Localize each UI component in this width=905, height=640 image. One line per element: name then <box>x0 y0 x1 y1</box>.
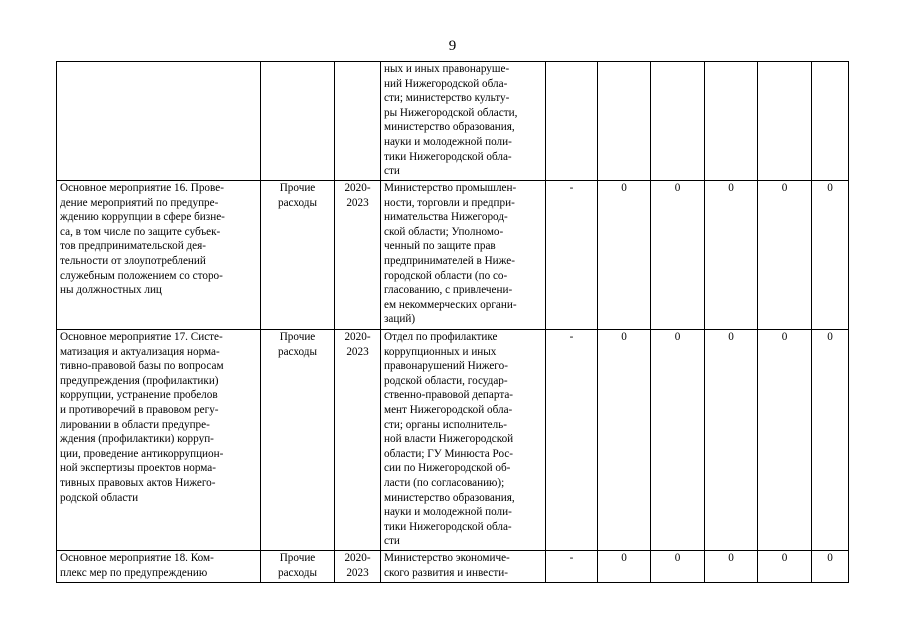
cell-text-line: ственно-правовой департа- <box>384 389 514 402</box>
funding-value-cell: 0 <box>705 181 758 330</box>
executors-cell <box>381 551 546 583</box>
cell-text-line: мент Нижегородской обла- <box>384 403 513 416</box>
funding-value-cell: 0 <box>598 330 651 551</box>
cell-text-line: 2023 <box>346 566 369 579</box>
cell-text-line: расходы <box>277 345 318 358</box>
page-number: 9 <box>448 38 457 54</box>
cell-text-line: тов предпринимательской дея- <box>60 240 207 253</box>
cell-text-line: ной власти Нижегородской <box>384 433 514 446</box>
cell-text-line: гласованию, с привлечени- <box>384 284 513 297</box>
executors-cell <box>381 181 546 330</box>
cell-text-line: коррупционных и иных <box>384 345 497 358</box>
cell-text-line: Отдел по профилактике <box>384 331 498 343</box>
period-cell <box>335 330 381 551</box>
funding-value-cell <box>651 62 705 181</box>
cell-text-line: правонарушений Нижего- <box>384 360 508 373</box>
cell-text-line: тики Нижегородской обла- <box>384 150 512 163</box>
activity-name-cell <box>57 62 261 181</box>
funding-value-cell: 0 <box>758 181 812 330</box>
cell-text-line: Основное мероприятие 18. Ком- <box>60 552 214 564</box>
cell-text-line: ждения (профилактики) корруп- <box>60 433 214 446</box>
cell-text-line: министерство образования, <box>384 491 515 504</box>
cell-text-line: предпринимателей в Ниже- <box>384 254 515 267</box>
funding-value-cell <box>758 62 812 181</box>
expense-type-cell <box>261 62 335 181</box>
cell-text-line: сти <box>384 535 400 548</box>
cell-text-line: городской области (по со- <box>384 269 508 282</box>
funding-value-cell: 0 <box>651 330 705 551</box>
funding-value-cell: - <box>546 551 598 583</box>
funding-value-cell: - <box>546 181 598 330</box>
cell-text-line: коррупции, устранение пробелов <box>60 389 218 402</box>
activity-name-cell <box>57 330 261 551</box>
cell-text-line: науки и молодежной поли- <box>384 135 512 148</box>
program-activities-table <box>56 61 849 583</box>
cell-text-line: ных и иных правонаруше- <box>384 63 510 75</box>
funding-value-cell: 0 <box>705 551 758 583</box>
activity-name-cell <box>57 181 261 330</box>
cell-text-line: 2023 <box>346 345 369 358</box>
cell-text-line: 2020- <box>344 182 371 194</box>
cell-text-line: лировании в области предупре- <box>60 418 210 431</box>
cell-text-line: расходы <box>277 196 318 209</box>
cell-text-line: сти; министерство культу- <box>384 92 510 105</box>
cell-text-line: ченный по защите прав <box>384 240 496 253</box>
cell-text-line: ской области; Уполномо- <box>384 225 504 238</box>
cell-text-line: 2020- <box>344 331 371 343</box>
cell-text-line: тивных правовых актов Нижего- <box>60 476 216 489</box>
cell-text-line: родской области <box>60 491 139 504</box>
cell-text-line: ны должностных лиц <box>60 284 162 297</box>
cell-text-line: ности, торговли и предпри- <box>384 196 515 209</box>
cell-text-line: ний Нижегородской обла- <box>384 77 508 90</box>
funding-value-cell <box>812 62 849 181</box>
cell-text-line: ной экспертизы проектов норма- <box>60 462 216 475</box>
cell-text-line: Основное мероприятие 17. Систе- <box>60 331 223 343</box>
cell-text-line: и противоречий в правовом регу- <box>60 403 219 416</box>
table-row <box>57 181 849 330</box>
expense-type-cell <box>261 330 335 551</box>
funding-value-cell: 0 <box>705 330 758 551</box>
cell-text-line: области; ГУ Минюста Рос- <box>384 447 514 460</box>
funding-value-cell: 0 <box>812 330 849 551</box>
cell-text-line: ры Нижегородской области, <box>384 106 518 119</box>
funding-value-cell <box>598 62 651 181</box>
funding-value-cell: 0 <box>758 551 812 583</box>
cell-text-line: министерство образования, <box>384 121 515 134</box>
period-cell <box>335 551 381 583</box>
funding-value-cell: - <box>546 330 598 551</box>
funding-value-cell: 0 <box>812 551 849 583</box>
cell-text-line: ского развития и инвести- <box>384 566 508 579</box>
cell-text-line: 2020- <box>344 552 371 564</box>
table-row <box>57 330 849 551</box>
cell-text-line: сти; органы исполнитель- <box>384 418 507 431</box>
cell-text-line: тивно-правовой базы по вопросам <box>60 360 224 373</box>
cell-text-line: расходы <box>277 566 318 579</box>
table-body <box>57 62 849 583</box>
cell-text-line: нимательства Нижегород- <box>384 211 508 224</box>
table-row <box>57 551 849 583</box>
funding-value-cell: 0 <box>812 181 849 330</box>
cell-text-line: Прочие <box>279 331 316 343</box>
cell-text-line: Прочие <box>279 552 316 564</box>
funding-value-cell <box>546 62 598 181</box>
period-cell <box>335 181 381 330</box>
period-cell <box>335 62 381 181</box>
cell-text-line: родской области, государ- <box>384 374 508 387</box>
funding-value-cell <box>705 62 758 181</box>
cell-text-line: плекс мер по предупреждению <box>60 566 208 579</box>
cell-text-line: Министерство промышлен- <box>384 182 517 194</box>
funding-value-cell: 0 <box>598 551 651 583</box>
cell-text-line: Основное мероприятие 16. Прове- <box>60 182 224 194</box>
cell-text-line: 2023 <box>346 196 369 209</box>
cell-text-line: предупреждения (профилактики) <box>60 374 219 387</box>
cell-text-line: сии по Нижегородской об- <box>384 462 511 475</box>
cell-text-line: ждению коррупции в сфере бизне- <box>60 211 225 224</box>
funding-value-cell: 0 <box>651 551 705 583</box>
cell-text-line: ласти (по согласованию); <box>384 476 505 489</box>
funding-value-cell: 0 <box>598 181 651 330</box>
cell-text-line: сти <box>384 165 400 178</box>
cell-text-line: матизация и актуализация норма- <box>60 345 220 358</box>
expense-type-cell <box>261 181 335 330</box>
cell-text-line: ем некоммерческих органи- <box>384 298 517 311</box>
cell-text-line: тики Нижегородской обла- <box>384 520 512 533</box>
cell-text-line: Прочие <box>279 182 316 194</box>
cell-text-line: ции, проведение антикоррупцион- <box>60 447 224 460</box>
cell-text-line: дение мероприятий по предупре- <box>60 196 219 209</box>
cell-text-line: са, в том числе по защите субъек- <box>60 225 221 238</box>
cell-text-line: тельности от злоупотреблений <box>60 254 206 267</box>
expense-type-cell <box>261 551 335 583</box>
funding-value-cell: 0 <box>651 181 705 330</box>
executors-cell <box>381 330 546 551</box>
activity-name-cell <box>57 551 261 583</box>
cell-text-line: служебным положением со сторо- <box>60 269 223 282</box>
table-row <box>57 62 849 181</box>
cell-text-line: заций) <box>384 313 416 326</box>
cell-text-line: Министерство экономиче- <box>384 552 510 564</box>
funding-value-cell: 0 <box>758 330 812 551</box>
executors-cell <box>381 62 546 181</box>
cell-text-line: науки и молодежной поли- <box>384 506 512 519</box>
